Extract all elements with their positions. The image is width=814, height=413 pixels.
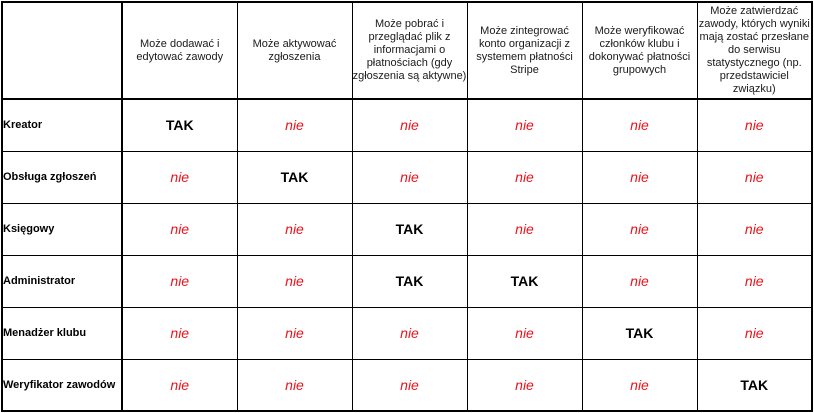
role-name: Kreator bbox=[2, 99, 122, 151]
permission-value: TAK bbox=[352, 255, 467, 307]
permission-value: nie bbox=[352, 359, 467, 411]
table-row bbox=[2, 359, 812, 411]
header-row bbox=[2, 2, 812, 99]
role-name: Menadżer klubu bbox=[2, 307, 122, 359]
permission-value: nie bbox=[697, 203, 812, 255]
role-name: Księgowy bbox=[2, 203, 122, 255]
column-header-add-edit-events: Może dodawać i edytować zawody bbox=[122, 2, 237, 99]
permission-value: nie bbox=[582, 203, 697, 255]
role-name: Weryfikator zawodów bbox=[2, 359, 122, 411]
permissions-table bbox=[1, 1, 813, 412]
permission-value: TAK bbox=[697, 359, 812, 411]
permission-value: TAK bbox=[237, 151, 352, 203]
permission-value: TAK bbox=[352, 203, 467, 255]
permission-value: nie bbox=[697, 151, 812, 203]
column-header-approve-events: Może zatwierdzać zawody, których wyniki mają zostać przesłane do serwisu statystycznego (np. przedstawiciel związku) bbox=[697, 2, 812, 99]
permission-value: nie bbox=[467, 307, 582, 359]
permission-value: nie bbox=[237, 359, 352, 411]
permission-value: nie bbox=[122, 307, 237, 359]
table-row bbox=[2, 151, 812, 203]
permission-value: nie bbox=[237, 203, 352, 255]
table-row bbox=[2, 255, 812, 307]
role-name: Obsługa zgłoszeń bbox=[2, 151, 122, 203]
permission-value: TAK bbox=[467, 255, 582, 307]
permission-value: nie bbox=[352, 151, 467, 203]
permission-value: nie bbox=[237, 255, 352, 307]
permission-value: nie bbox=[582, 359, 697, 411]
permission-value: TAK bbox=[122, 99, 237, 151]
permission-value: nie bbox=[122, 359, 237, 411]
permission-value: nie bbox=[582, 255, 697, 307]
permission-value: nie bbox=[697, 99, 812, 151]
table-row bbox=[2, 99, 812, 151]
permission-value: nie bbox=[467, 151, 582, 203]
column-header-verify-club-members: Może weryfikować członków klubu i dokonywać płatności grupowych bbox=[582, 2, 697, 99]
permission-value: nie bbox=[352, 307, 467, 359]
permission-value: nie bbox=[582, 99, 697, 151]
permission-value: nie bbox=[467, 359, 582, 411]
permission-value: nie bbox=[697, 255, 812, 307]
permission-value: nie bbox=[352, 99, 467, 151]
column-header-stripe-integration: Może zintegrować konto organizacji z systemem płatności Stripe bbox=[467, 2, 582, 99]
permission-value: nie bbox=[467, 203, 582, 255]
column-header-activate-entries: Może aktywować zgłoszenia bbox=[237, 2, 352, 99]
permission-value: nie bbox=[122, 255, 237, 307]
column-header-payment-file: Może pobrać i przeglądać plik z informacjami o płatnościach (gdy zgłoszenia są aktywne) bbox=[352, 2, 467, 99]
corner-cell bbox=[2, 2, 122, 99]
permission-value: nie bbox=[122, 151, 237, 203]
role-name: Administrator bbox=[2, 255, 122, 307]
table-row bbox=[2, 203, 812, 255]
permission-value: nie bbox=[122, 203, 237, 255]
permission-value: nie bbox=[467, 99, 582, 151]
permission-value: nie bbox=[237, 99, 352, 151]
table-row bbox=[2, 307, 812, 359]
permission-value: nie bbox=[237, 307, 352, 359]
permission-value: nie bbox=[582, 151, 697, 203]
permission-value: nie bbox=[697, 307, 812, 359]
permission-value: TAK bbox=[582, 307, 697, 359]
